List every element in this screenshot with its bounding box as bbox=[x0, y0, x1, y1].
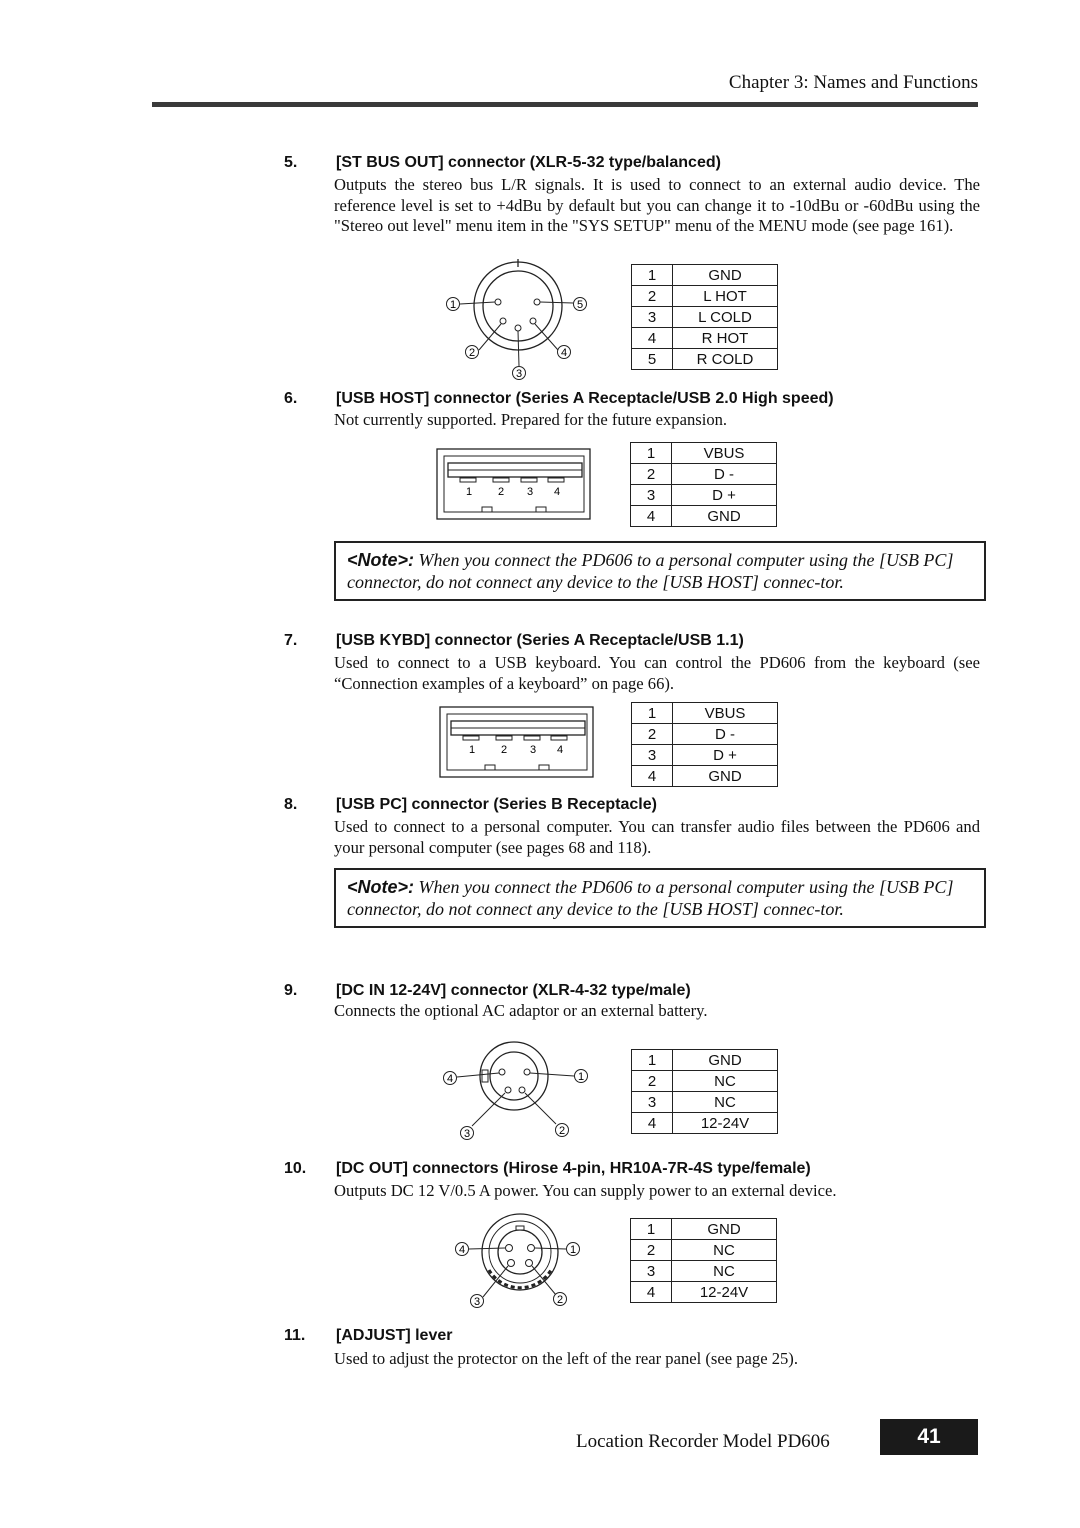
hirose-connector-diagram bbox=[446, 1212, 590, 1312]
page-number: 41 bbox=[880, 1419, 978, 1455]
xlr5-label-3: 3 bbox=[515, 368, 523, 380]
section-10-body: Outputs DC 12 V/0.5 A power. You can supply power to an external device. bbox=[334, 1181, 837, 1200]
usb-kybd-pin-label-3: 3 bbox=[529, 744, 537, 756]
table-row: 4 GND bbox=[632, 766, 778, 787]
usb-kybd-pin-label-1: 1 bbox=[468, 744, 476, 756]
note-box-2 bbox=[334, 868, 986, 928]
table-row: 2 L HOT bbox=[632, 286, 778, 307]
section-8-body: Used to connect to a personal computer. You can transfer audio files between the PD606 and your personal computer (see pages 68 and 118). bbox=[334, 817, 980, 857]
hirose-label-4: 4 bbox=[458, 1244, 466, 1256]
usb-host-pin-label-2: 2 bbox=[497, 486, 505, 498]
table-row: 3 NC bbox=[631, 1261, 777, 1282]
xlr4-connector-diagram bbox=[434, 1036, 594, 1144]
table-row: 5 R COLD bbox=[632, 349, 778, 370]
footer-product: Location Recorder Model PD606 bbox=[576, 1431, 830, 1452]
table-row: 2 NC bbox=[632, 1071, 778, 1092]
section-5-number: 5. bbox=[284, 154, 298, 171]
table-row: 2 D - bbox=[631, 464, 777, 485]
note-text: When you connect the PD606 to a personal computer using the [USB PC] connector, do not connect any device to the [USB HOST] connec-tor. bbox=[347, 550, 954, 592]
note-label: <Note>: bbox=[347, 550, 415, 570]
table-row: 3 NC bbox=[632, 1092, 778, 1113]
usb-kybd-pin-label-2: 2 bbox=[500, 744, 508, 756]
section-6-title: [USB HOST] connector (Series A Receptacle/USB 2.0 High speed) bbox=[336, 390, 834, 407]
section-5-body: Outputs the stereo bus L/R signals. It is used to connect to an external audio device. The reference level is set to +4dBu by default but you can change it to -10dBu or -60dBu using the "Stereo out level" menu item in the "SYS SETUP" menu of the MENU mode (see page 161). bbox=[334, 175, 980, 235]
section-9-pin-table bbox=[631, 1049, 778, 1134]
usb-host-pin-label-3: 3 bbox=[526, 486, 534, 498]
table-row: 4 R HOT bbox=[632, 328, 778, 349]
table-row: 1 GND bbox=[632, 265, 778, 286]
table-row: 4 12-24V bbox=[632, 1113, 778, 1134]
section-11-body: Used to adjust the protector on the left of the rear panel (see page 25). bbox=[334, 1349, 798, 1368]
xlr4-label-3: 3 bbox=[463, 1128, 471, 1140]
header-rule bbox=[152, 102, 978, 107]
usb-host-connector-diagram bbox=[436, 448, 596, 522]
section-6-number: 6. bbox=[284, 390, 298, 407]
section-9-body: Connects the optional AC adaptor or an external battery. bbox=[334, 1001, 708, 1020]
xlr5-label-2: 2 bbox=[468, 347, 476, 359]
chapter-title: Chapter 3: Names and Functions bbox=[728, 72, 978, 93]
table-row: 1 GND bbox=[631, 1219, 777, 1240]
xlr5-label-5: 5 bbox=[576, 299, 584, 311]
usb-kybd-pin-label-4: 4 bbox=[556, 744, 564, 756]
section-8-title: [USB PC] connector (Series B Receptacle) bbox=[336, 796, 657, 813]
table-row: 4 12-24V bbox=[631, 1282, 777, 1303]
section-5-title: [ST BUS OUT] connector (XLR-5-32 type/balanced) bbox=[336, 154, 721, 171]
section-11-title: [ADJUST] lever bbox=[336, 1327, 453, 1344]
table-row: 2 NC bbox=[631, 1240, 777, 1261]
table-row: 1 VBUS bbox=[631, 443, 777, 464]
section-7-pin-table bbox=[631, 702, 778, 787]
section-10-title: [DC OUT] connectors (Hirose 4-pin, HR10A-7R-4S type/female) bbox=[336, 1160, 811, 1177]
section-7-body: Used to connect to a USB keyboard. You can control the PD606 from the keyboard (see “Connection examples of a keyboard” on page 66). bbox=[334, 653, 980, 693]
section-10-pin-table bbox=[630, 1218, 777, 1303]
table-row: 1 VBUS bbox=[632, 703, 778, 724]
section-10-number: 10. bbox=[284, 1160, 307, 1177]
section-8-number: 8. bbox=[284, 796, 298, 813]
section-11-number: 11. bbox=[284, 1327, 306, 1344]
hirose-label-2: 2 bbox=[556, 1294, 564, 1306]
xlr5-label-1: 1 bbox=[449, 299, 457, 311]
note-text: When you connect the PD606 to a personal computer using the [USB PC] connector, do not connect any device to the [USB HOST] connec-tor. bbox=[347, 877, 954, 919]
section-7-number: 7. bbox=[284, 632, 298, 649]
xlr5-label-4: 4 bbox=[560, 347, 568, 359]
hirose-label-1: 1 bbox=[569, 1244, 577, 1256]
section-6-pin-table bbox=[630, 442, 777, 527]
table-row: 3 D + bbox=[631, 485, 777, 506]
xlr4-label-2: 2 bbox=[558, 1125, 566, 1137]
section-9-number: 9. bbox=[284, 982, 298, 999]
usb-host-pin-label-4: 4 bbox=[553, 486, 561, 498]
section-6-body: Not currently supported. Prepared for the future expansion. bbox=[334, 410, 728, 429]
table-row: 3 L COLD bbox=[632, 307, 778, 328]
table-row: 3 D + bbox=[632, 745, 778, 766]
section-7-title: [USB KYBD] connector (Series A Receptacle/USB 1.1) bbox=[336, 632, 744, 649]
table-row: 4 GND bbox=[631, 506, 777, 527]
usb-kybd-connector-diagram bbox=[439, 706, 599, 780]
note-box-1 bbox=[334, 541, 986, 601]
section-9-title: [DC IN 12-24V] connector (XLR-4-32 type/male) bbox=[336, 982, 691, 999]
table-row: 1 GND bbox=[632, 1050, 778, 1071]
hirose-label-3: 3 bbox=[473, 1296, 481, 1308]
xlr5-connector-diagram bbox=[440, 258, 600, 384]
table-row: 2 D - bbox=[632, 724, 778, 745]
section-5-pin-table bbox=[631, 264, 778, 370]
xlr4-label-4: 4 bbox=[446, 1073, 454, 1085]
note-label: <Note>: bbox=[347, 877, 415, 897]
usb-host-pin-label-1: 1 bbox=[465, 486, 473, 498]
xlr4-label-1: 1 bbox=[577, 1071, 585, 1083]
